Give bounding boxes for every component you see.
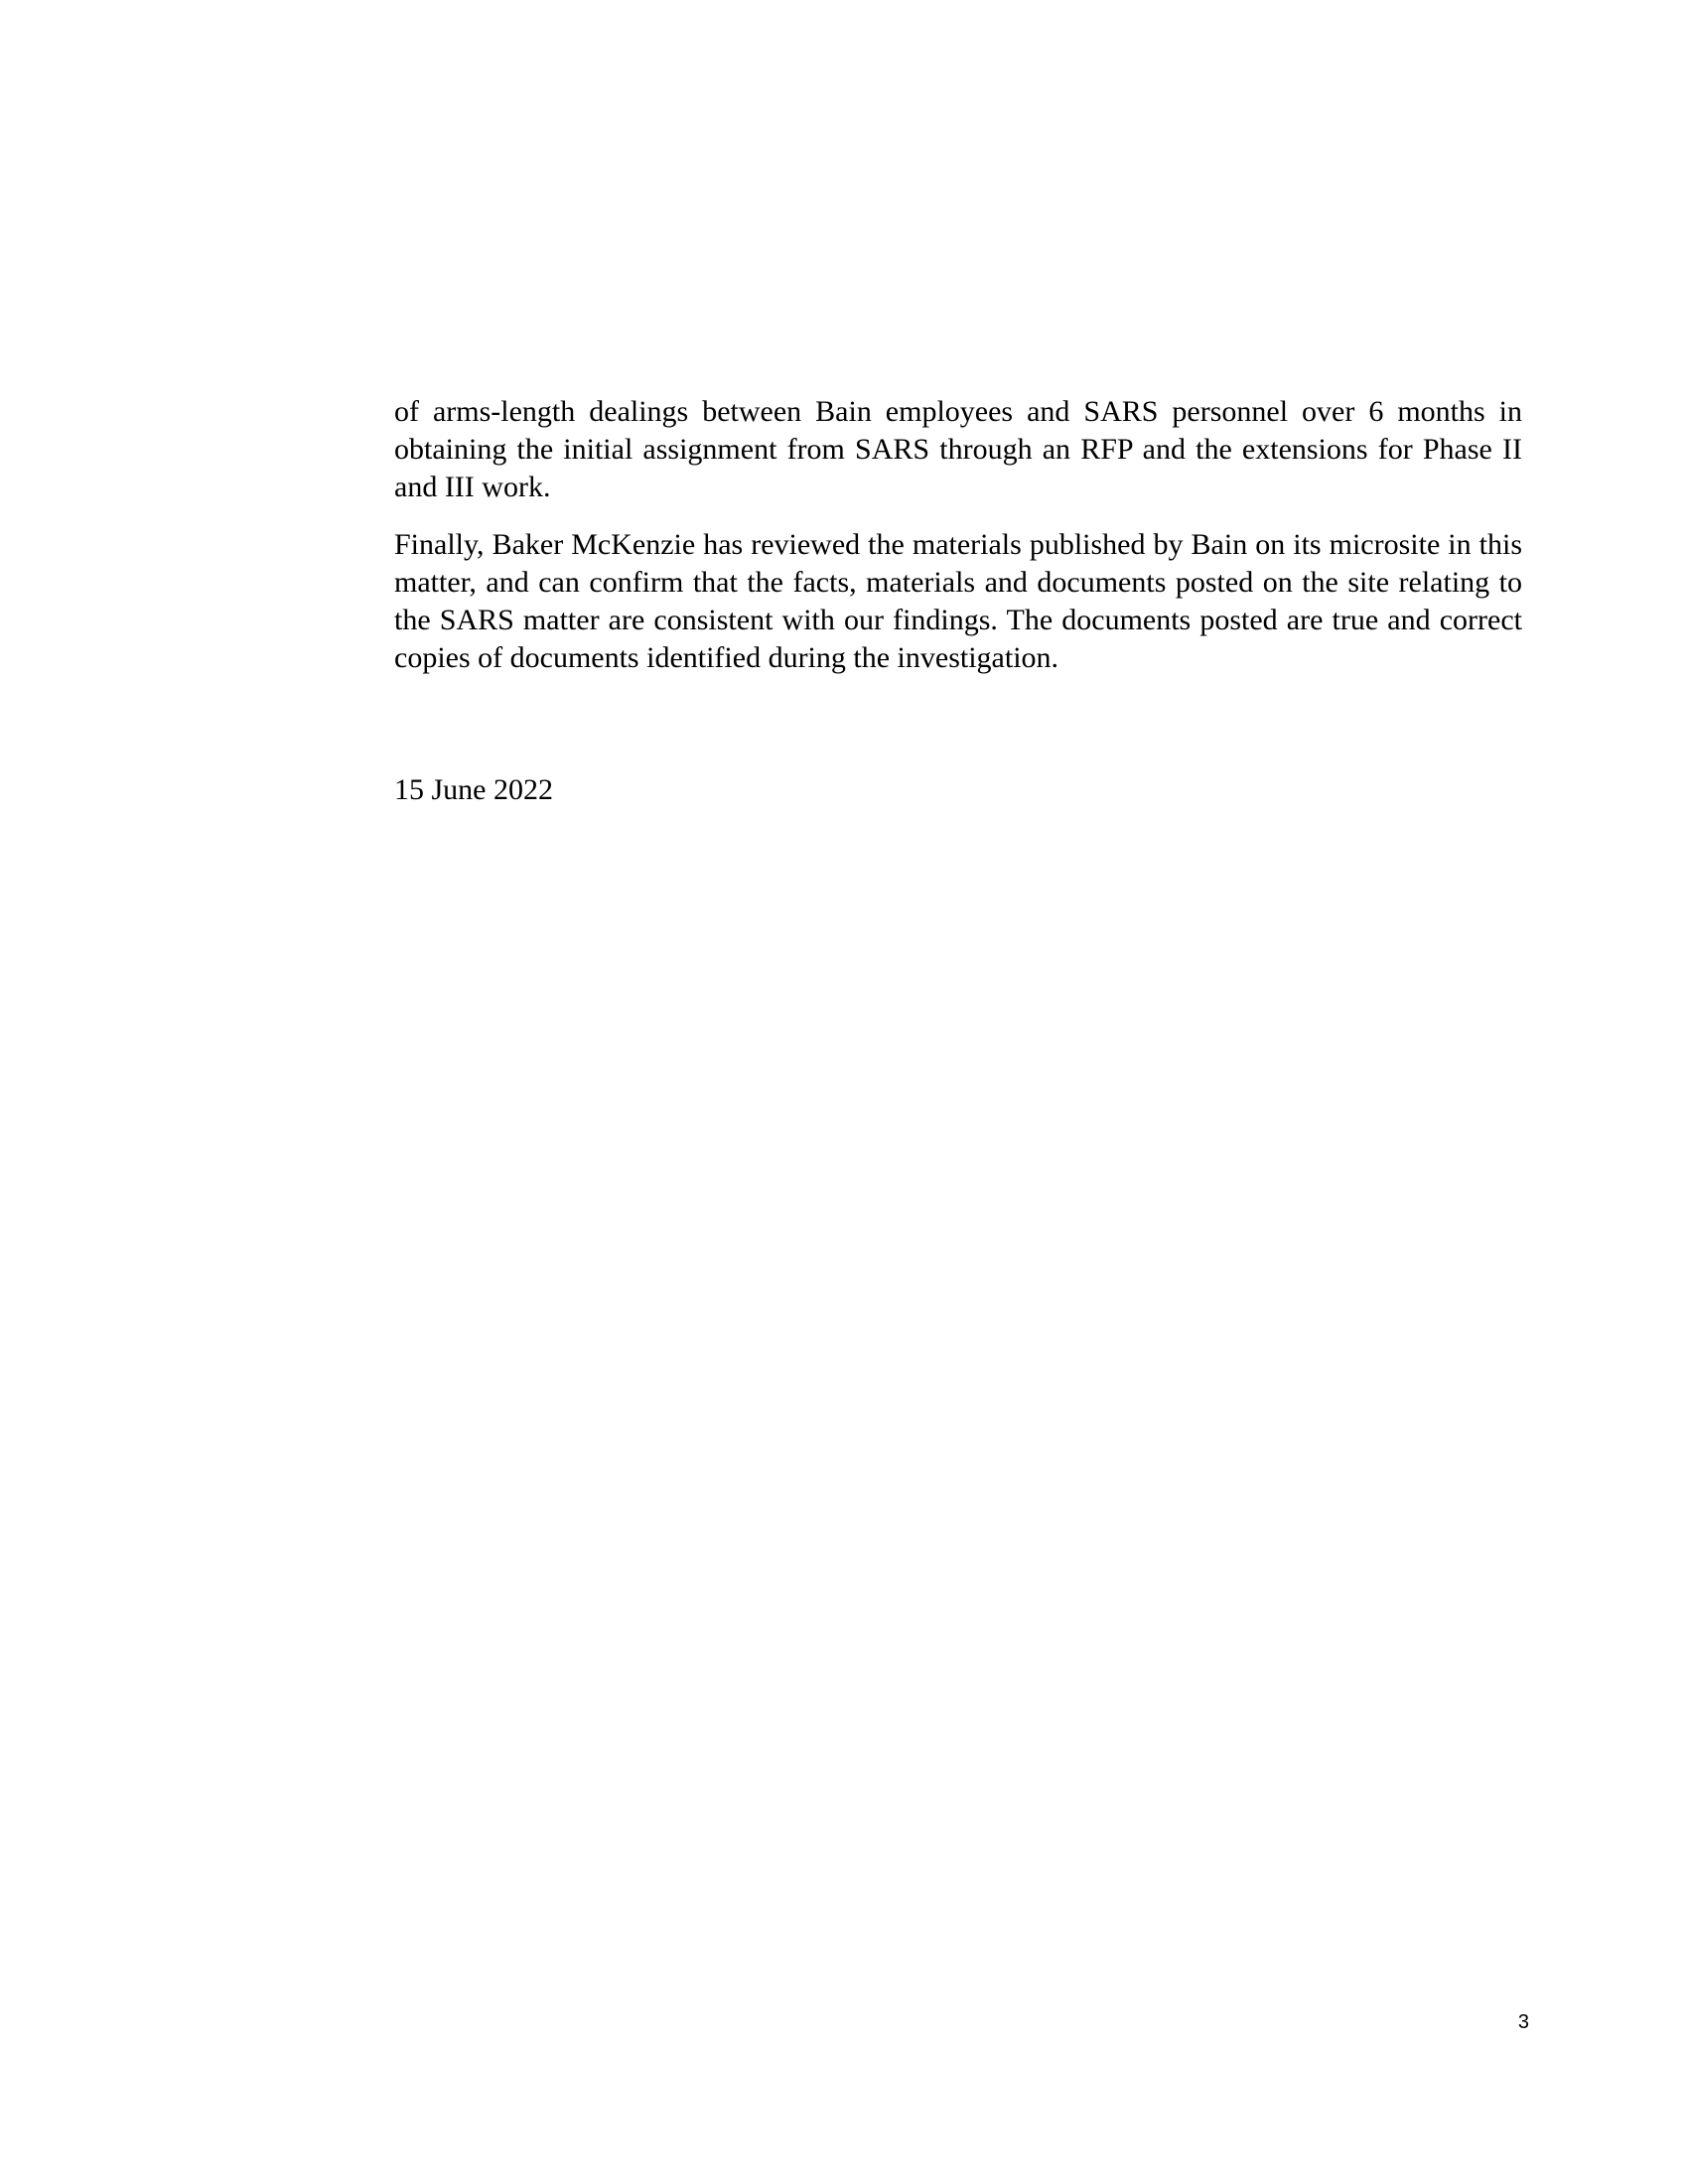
page-number: 3 xyxy=(1517,2011,1529,2033)
document-date: 15 June 2022 xyxy=(394,773,553,806)
paragraph-continuation: of arms-length dealings between Bain employees and SARS personnel over 6 months in obtaining the initial assignment from SARS through an RFP and the extensions for Phase II and III work. xyxy=(394,395,1522,503)
body-text xyxy=(394,393,1522,677)
paragraph-confirmation: Finally, Baker McKenzie has reviewed the materials published by Bain on its microsite in this matter, and can confirm that the facts, materials and documents posted on the site relating to the SARS matter are consistent with our findings. The documents posted are true and correct copies of documents identified during the investigation. xyxy=(394,528,1522,674)
